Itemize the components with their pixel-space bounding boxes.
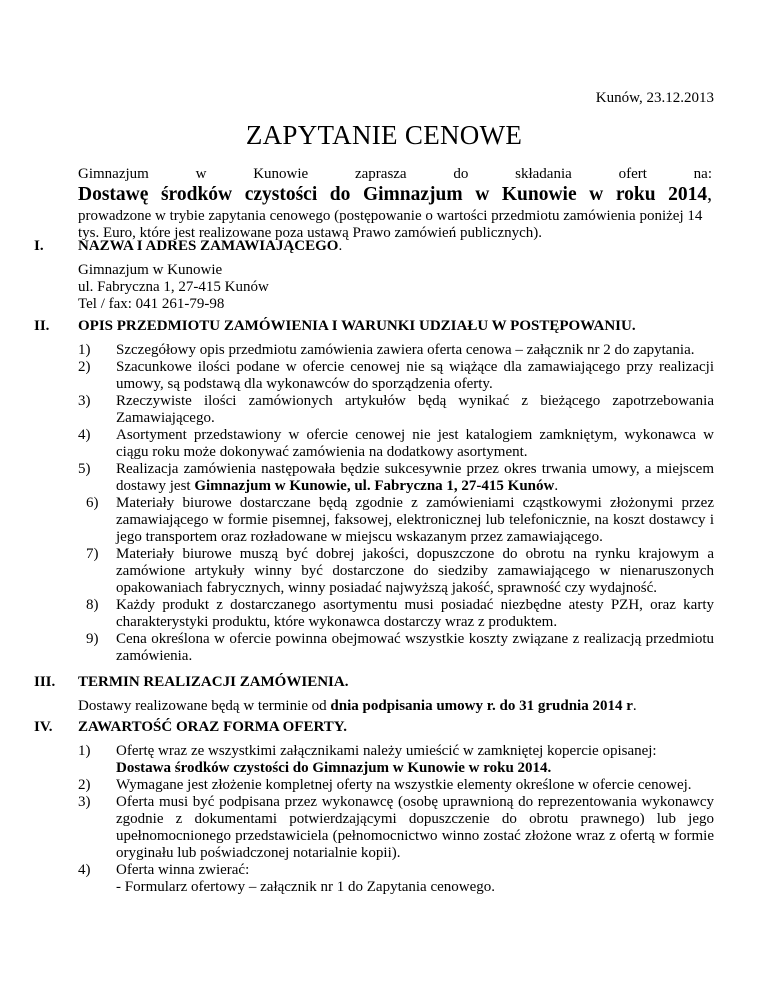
section-heading: OPIS PRZEDMIOTU ZAMÓWIENIA I WARUNKI UDZIAŁU W POSTĘPOWANIU. xyxy=(78,318,636,334)
list-item xyxy=(78,427,714,461)
list-item xyxy=(78,461,714,495)
section-heading-dot: . xyxy=(338,238,343,254)
item-text: Każdy produkt z dostarczanego asortymentu musi posiadać niezbędne atesty PZH, oraz karty charakterystyki produktu, które wykonawca dostarczy wraz z produktem. xyxy=(116,597,714,630)
list-item xyxy=(78,342,714,359)
item-text: Realizacja zamówienia następowała będzie sukcesywnie przez okres trwania umowy, a miejscem dostawy jest xyxy=(116,461,714,494)
list-item xyxy=(78,862,714,896)
section-heading-text: NAZWA I ADRES ZAMAWIAJĄCEGO xyxy=(78,238,339,254)
requirements-list xyxy=(78,342,714,665)
item-number: 8) xyxy=(86,597,99,613)
intro-subject-comma: , xyxy=(707,184,712,205)
term-text: Dostawy realizowane będą w terminie od xyxy=(78,698,331,714)
list-item xyxy=(78,794,714,862)
item-text: Materiały biurowe dostarczane będą zgodnie z zamówieniami cząstkowymi złożonymi przez zamawiającego w formie pisemnej, faksowej, elektronicznej lub telefonicznie, na koszt dostawcy i jego transportem oraz rozładowane w miejscu wskazanym przez zamawiającego. xyxy=(116,495,714,545)
list-item xyxy=(78,777,714,794)
item-number: 4) xyxy=(78,862,91,878)
item-number: 2) xyxy=(78,777,91,793)
item-number: 5) xyxy=(78,461,91,477)
intro-invitation: Gimnazjum w Kunowie zaprasza do składania ofert na: xyxy=(78,166,712,182)
intro-procedure: prowadzone w trybie zapytania cenowego (postępowanie o wartości przedmiotu zamówienia poniżej 14 tys. Euro, które jest realizowane poza ustawą Prawo zamówień publicznych). xyxy=(78,208,703,241)
item-number: 7) xyxy=(86,546,99,562)
item-bold-text: Gimnazjum w Kunowie, ul. Fabryczna 1, 27-415 Kunów xyxy=(194,478,555,494)
item-number: 1) xyxy=(78,342,91,358)
offer-form-list xyxy=(78,743,714,896)
item-text-tail: . xyxy=(554,478,559,494)
section-number: II. xyxy=(34,318,50,334)
delivery-term xyxy=(78,698,714,715)
section-heading xyxy=(78,238,342,255)
document-title: ZAPYTANIE CENOWE xyxy=(245,120,523,150)
item-text: Asortyment przedstawiony w ofercie cenowej nie jest katalogiem zamkniętym, wykonawca w ciągu roku może dokonywać zamówienia na dodatkowy asortyment. xyxy=(116,427,714,460)
address-block xyxy=(78,262,714,313)
item-number: 3) xyxy=(78,393,91,409)
address-line: Gimnazjum w Kunowie xyxy=(78,262,223,278)
item-dash-line: - Formularz ofertowy – załącznik nr 1 do Zapytania cenowego. xyxy=(116,879,496,895)
list-item xyxy=(78,631,714,665)
item-text: Szczegółowy opis przedmiotu zamówienia zawiera oferta cenowa – załącznik nr 2 do zapytania. xyxy=(116,342,695,358)
item-text: Oferta winna zwierać: xyxy=(116,862,250,878)
item-number: 9) xyxy=(86,631,99,647)
document-date: Kunów, 23.12.2013 xyxy=(595,90,714,106)
term-bold-text: dnia podpisania umowy r. do 31 grudnia 2014 r xyxy=(330,698,633,714)
term-text-tail: . xyxy=(632,698,637,714)
address-line: Tel / fax: 041 261-79-98 xyxy=(78,296,225,312)
section-heading: TERMIN REALIZACJI ZAMÓWIENIA. xyxy=(78,674,349,690)
item-text: Ofertę wraz ze wszystkimi załącznikami należy umieścić w zamkniętej kopercie opisanej: xyxy=(116,743,657,759)
list-item xyxy=(78,359,714,393)
item-bold-line: Dostawa środków czystości do Gimnazjum w Kunowie w roku 2014. xyxy=(116,760,552,776)
item-text: Oferta musi być podpisana przez wykonawcę (osobę uprawnioną do reprezentowania wykonawcy zgodnie z dokumentami potwierdzającymi dopuszczenie do obrotu prawnego) lub jego upełnomocnionego przedstawiciela (pełnomocnictwo winno zostać złożone wraz z ofertą w formie oryginału lub poświadczonej notarialnie kopii). xyxy=(116,794,714,861)
section-number: III. xyxy=(34,674,56,690)
item-number: 6) xyxy=(86,495,99,511)
item-text: Wymagane jest złożenie kompletnej oferty na wszystkie elementy określone w ofercie cenowej. xyxy=(116,777,692,793)
item-text: Szacunkowe ilości podane w ofercie cenowej nie są wiążące dla zamawiającego przy realizacji umowy, są podstawą dla wykonawców do sporządzenia oferty. xyxy=(116,359,714,392)
item-number: 4) xyxy=(78,427,91,443)
list-item xyxy=(78,546,714,597)
list-item xyxy=(78,495,714,546)
item-text: Rzeczywiste ilości zamówionych artykułów będą wynikać z bieżącego zapotrzebowania Zamawiającego. xyxy=(116,393,714,426)
intro-subject xyxy=(78,184,712,206)
item-number: 3) xyxy=(78,794,91,810)
list-item xyxy=(78,393,714,427)
intro-subject-text: Dostawę środków czystości do Gimnazjum w Kunowie w roku 2014 xyxy=(78,184,708,205)
list-item xyxy=(78,597,714,631)
item-number: 1) xyxy=(78,743,91,759)
address-line: ul. Fabryczna 1, 27-415 Kunów xyxy=(78,279,269,295)
item-text: Cena określona w ofercie powinna obejmować wszystkie koszty związane z realizacją przedmiotu zamówienia. xyxy=(116,631,714,664)
section-number: IV. xyxy=(34,719,53,735)
item-number: 2) xyxy=(78,359,91,375)
section-number: I. xyxy=(34,238,44,254)
section-heading: ZAWARTOŚĆ ORAZ FORMA OFERTY. xyxy=(78,719,347,735)
list-item xyxy=(78,743,714,777)
item-text: Materiały biurowe muszą być dobrej jakości, dopuszczone do obrotu na rynku krajowym a zamówione artykuły winny być dostarczone do siedziby zamawiającego w nienaruszonych opakowaniach fabrycznych, winny posiadać najwyższą jakość, sprawność czy wydajność. xyxy=(116,546,714,596)
